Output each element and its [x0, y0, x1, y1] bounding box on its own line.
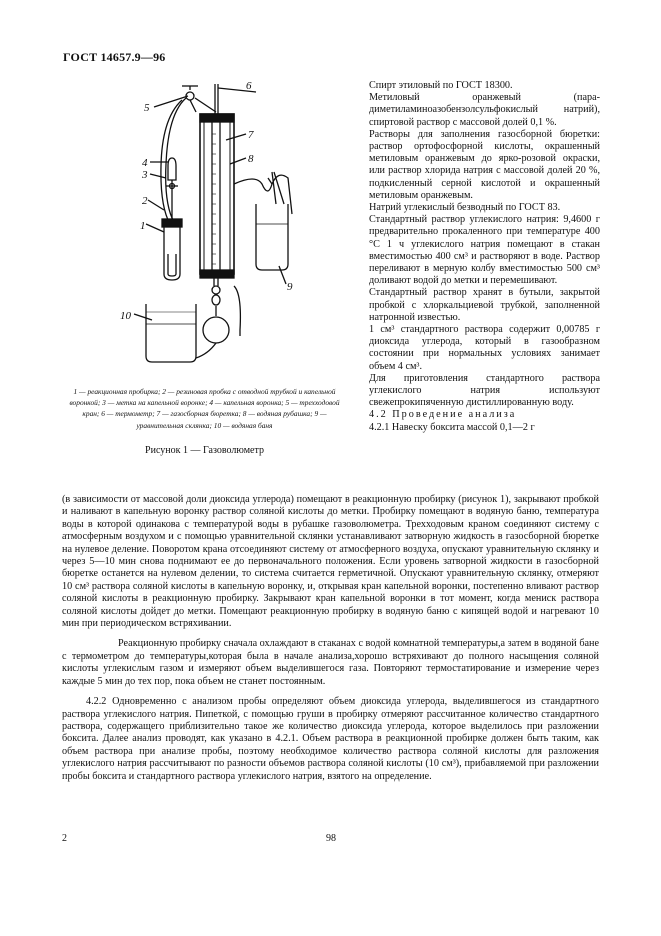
label-6: 6	[246, 80, 252, 92]
right-column	[369, 80, 600, 434]
paragraph: Спирт этиловый по ГОСТ 18300.	[369, 80, 513, 91]
document-header: ГОСТ 14657.9—96	[63, 50, 166, 64]
paragraph: Натрий углекислый безводный по ГОСТ 83.	[369, 202, 561, 214]
paragraph: (в зависимости от массовой доли диоксида углерода) помещают в реакционную пробирку (рисунок 1), закрывают пробкой и наливают в капельную воронку раствор соляной кислоты до метки. Пробирку помещают в водяную баню, температура воды в которой одинакова с температурой воды в рубашке газоволюметра. Трехходовым краном соединяют систему с атмосферным воздухом и с помощью уравнительной склянки устанавливают затворную жидкость в газосборной бюретке на нулевое деление. Поворотом крана отсоединяют систему от атмосферного воздуха, опускают уравнительную склянку и через 5—10 мин снова поднимают ее до первоначального положения. Если уровень затворной жидкости в газосборной бюретке останется на нулевом делении, то система считается герметичной. Опускают уравнительную склянку, отмеряют 10 см³ раствора соляной кислоты в капельную воронку, и, открывая кран капельной воронки, постепенно вливают раствор соляной кислоты в реакционную пробирку. Закрывают кран капельной воронки в тот момент, когда мениск раствора соляной кислоты дойдет до метки. Помещают реакционную пробирку в водяную баню с кипящей водой и нагревают 10 мин при периодическом встряхивании.	[62, 494, 599, 630]
paragraph: Реакционную пробирку сначала охлаждают в стаканах с водой комнатной температуры,а затем в водяной бане с термометром до температуры,которая была в начале анализа,хорошо встряхивают до полного насыщения соляной кислоты углекислым газом и измеряют объем выделившегося газа. Повторяют термостатирование и измерение через каждые 5 мин до тех пор, пока объем не станет постоянным.	[62, 638, 599, 687]
label-5: 5	[144, 102, 150, 114]
page-number-center: 98	[326, 833, 336, 844]
paragraph: Для приготовления стандартного раствора углекислого натрия используют свежепрокипяченную дистиллированную воду.	[369, 372, 600, 409]
page-number-left: 2	[62, 833, 67, 844]
gasvolumeter-figure	[96, 74, 346, 386]
paragraph: Метиловый оранжевый (пара-диметиламиноазобензолсульфокислый натрий), спиртовой раствор с массовой долей 0,1 %.	[369, 92, 600, 128]
label-1: 1	[140, 220, 146, 232]
label-2: 2	[142, 195, 148, 207]
apparatus-drawing	[96, 74, 346, 386]
paragraph: Стандартный раствор хранят в бутыли, закрытой пробкой с хлоркальциевой трубкой, заполненной натронной известью.	[369, 287, 600, 323]
label-4: 4	[142, 157, 148, 169]
paragraph: 4.2.2 Одновременно с анализом пробы определяют объем диоксида углерода, выделившегося из стандартного раствора углекислого натрия. Пипеткой, с помощью груши в пробирку отмеряют рассчитанное количество стандартного раствора, содержащего приблизительно такое же количество диоксида углерода, которое выделилось при разложении боксита. Далее анализ проводят, как указано в 4.2.1. Объем раствора в реакционной пробирке должен быть таким, как объем раствора при анализе пробы, поэтому необходимое количество раствора соляной кислоты для разложения углекислого натрия рассчитывают по разности объемов раствора соляной кислоты (10 см³), прибавляемой при разложении пробы боксита и стандартного раствора углекислого натрия, взятого на определение.	[62, 696, 599, 782]
main-text	[62, 494, 599, 783]
label-7: 7	[248, 129, 254, 141]
label-3: 3	[142, 169, 148, 181]
label-9: 9	[287, 281, 293, 293]
figure-legend: 1 — реакционная пробирка; 2 — резиновая пробка с отводной трубкой и капельной воронкой; 3 — метка на капельной воронке; 4 — капельная воронка; 5 — трехходовой кран; 6 — термометр; 7 — газосборная бюретка; 8 — водяная рубашка; 9 — уравнительная склянка; 10 — водяная баня	[69, 387, 340, 430]
figure-title: Рисунок 1 — Газоволюметр	[145, 445, 264, 456]
label-8: 8	[248, 153, 254, 165]
paragraph: Растворы для заполнения газосборной бюретки: раствор ортофосфорной кислоты, окрашенный метиловым оранжевым до ярко-розовой окраски, или раствор хлорида натрия с массовой долей 20 %, подкисленный серной кислотой и окрашенный метиловым оранжевым.	[369, 128, 600, 201]
label-10: 10	[120, 310, 131, 322]
paragraph: Стандартный раствор углекислого натрия: 9,4600 г предварительно прокаленного при температуре 400 °С 1 ч углекислого натрия помещают в стакан вместимостью 400 см³ и растворяют в воде. Раствор переливают в мерную колбу вместимостью 500 см³ доливают водой до метки и перемешивают.	[369, 214, 600, 287]
section-heading: 4.2 Проведение анализа	[369, 409, 517, 421]
paragraph: 1 см³ стандартного раствора содержит 0,00785 г диоксида углерода, который в газообразном состоянии при нормальных условиях занимает объем 4 см³.	[369, 324, 600, 372]
paragraph: 4.2.1 Навеску боксита массой 0,1—2 г	[369, 421, 535, 433]
